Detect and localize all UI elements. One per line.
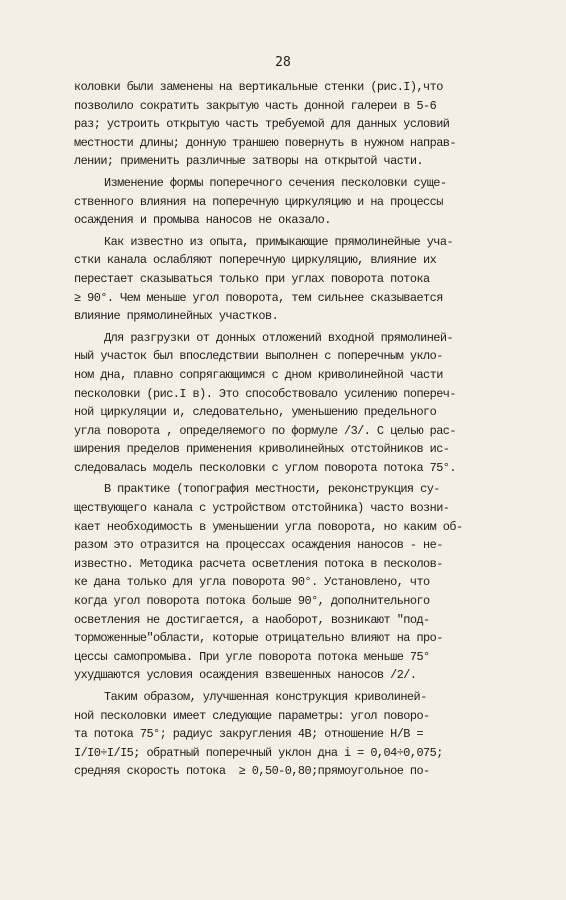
text-line: позволило сократить закрытую часть донной галереи в 5-6 [74,98,437,113]
text-line: стки канала ослабляют поперечную циркуляцию, влияние их [74,253,437,268]
text-line: влияние прямолинейных участков. [74,309,279,324]
text-line: местности длины; донную траншею повернуть в нужном направ- [74,135,456,150]
text-line: торможенные"области, которые отрицательно влияют на про- [74,631,443,646]
text-line: песколовки (рис.I в). Это способствовало усилению попереч- [74,386,456,401]
text-line: I/I0÷I/I5; обратный поперечный уклон дна i = 0,04÷0,075; [74,745,443,760]
text-line: ширения пределов применения криволинейных отстойников ис- [74,442,450,457]
paragraph [74,480,506,685]
text-line: известно. Методика расчета осветления потока в песколов- [74,556,443,571]
text-line: угла поворота , определяемого по формуле /3/. С целью рас- [74,423,456,438]
text-line: средняя скорость потока ≥ 0,50-0,80;прямоугольное по- [74,764,430,779]
text-line: В практике (топография местности, реконструкция су- [104,482,440,497]
text-line: осаждения и промыва наносов не оказало. [74,213,331,228]
text-line: коловки были заменены на вертикальные стенки (рис.I),что [74,80,443,94]
text-line: ственного влияния на поперечную циркуляцию и на процессы [74,194,443,209]
paragraph [74,233,506,326]
text-line: осветления не достигается, а наоборот, возникают "под- [74,612,430,627]
text-line: ный участок был впоследствии выполнен с поперечным укло- [74,349,443,364]
text-line: та потока 75°; радиус закругления 4B; отношение H/B = [74,727,424,742]
text-line: ществующего канала с устройством отстойника) часто возни- [74,501,450,516]
text-line: ке дана только для угла поворота 90°. Установлено, что [74,575,430,590]
text-line: кает необходимость в уменьшении угла поворота, но каким об- [74,519,463,534]
text-line: Таким образом, улучшенная конструкция криволиней- [104,690,427,704]
text-line: ном дна, плавно сопрягающимся с дном криволинейной части [74,367,443,382]
text-line: раз; устроить открытую часть требуемой для данных условий [74,117,450,132]
text-line: ≥ 90°. Чем меньше угол поворота, тем сильнее сказывается [74,290,443,305]
paragraph [74,329,506,478]
text-line: Как известно из опыта, примыкающие прямолинейные уча- [104,234,454,249]
paragraph [74,688,506,781]
text-line: Для разгрузки от донных отложений входной прямолиней- [104,330,454,345]
page-number: 28 [275,55,291,70]
text-line: ухудшаются условия осаждения взвешенных наносов /2/. [74,668,417,683]
text-line: цессы самопромыва. При угле поворота потока меньше 75° [74,649,430,664]
paragraph [74,174,506,230]
text-line: перестает сказываться только при углах поворота потока [74,271,430,286]
body-text [74,78,506,781]
text-line: ной циркуляции и, следовательно, уменьшению предельного [74,405,437,420]
text-line: разом это отразится на процессах осаждения наносов - не- [74,538,443,553]
text-line: лении; применить различные затворы на открытой части. [74,154,424,169]
text-line: следовалась модель песколовки с углом поворота потока 75°. [74,460,456,475]
text-line: ной песколовки имеет следующие параметры: угол поворо- [74,708,430,723]
text-line: Изменение формы поперечного сечения песколовки суще- [104,175,447,190]
text-line: когда угол поворота потока больше 90°, дополнительного [74,594,430,609]
paragraph [74,78,506,171]
